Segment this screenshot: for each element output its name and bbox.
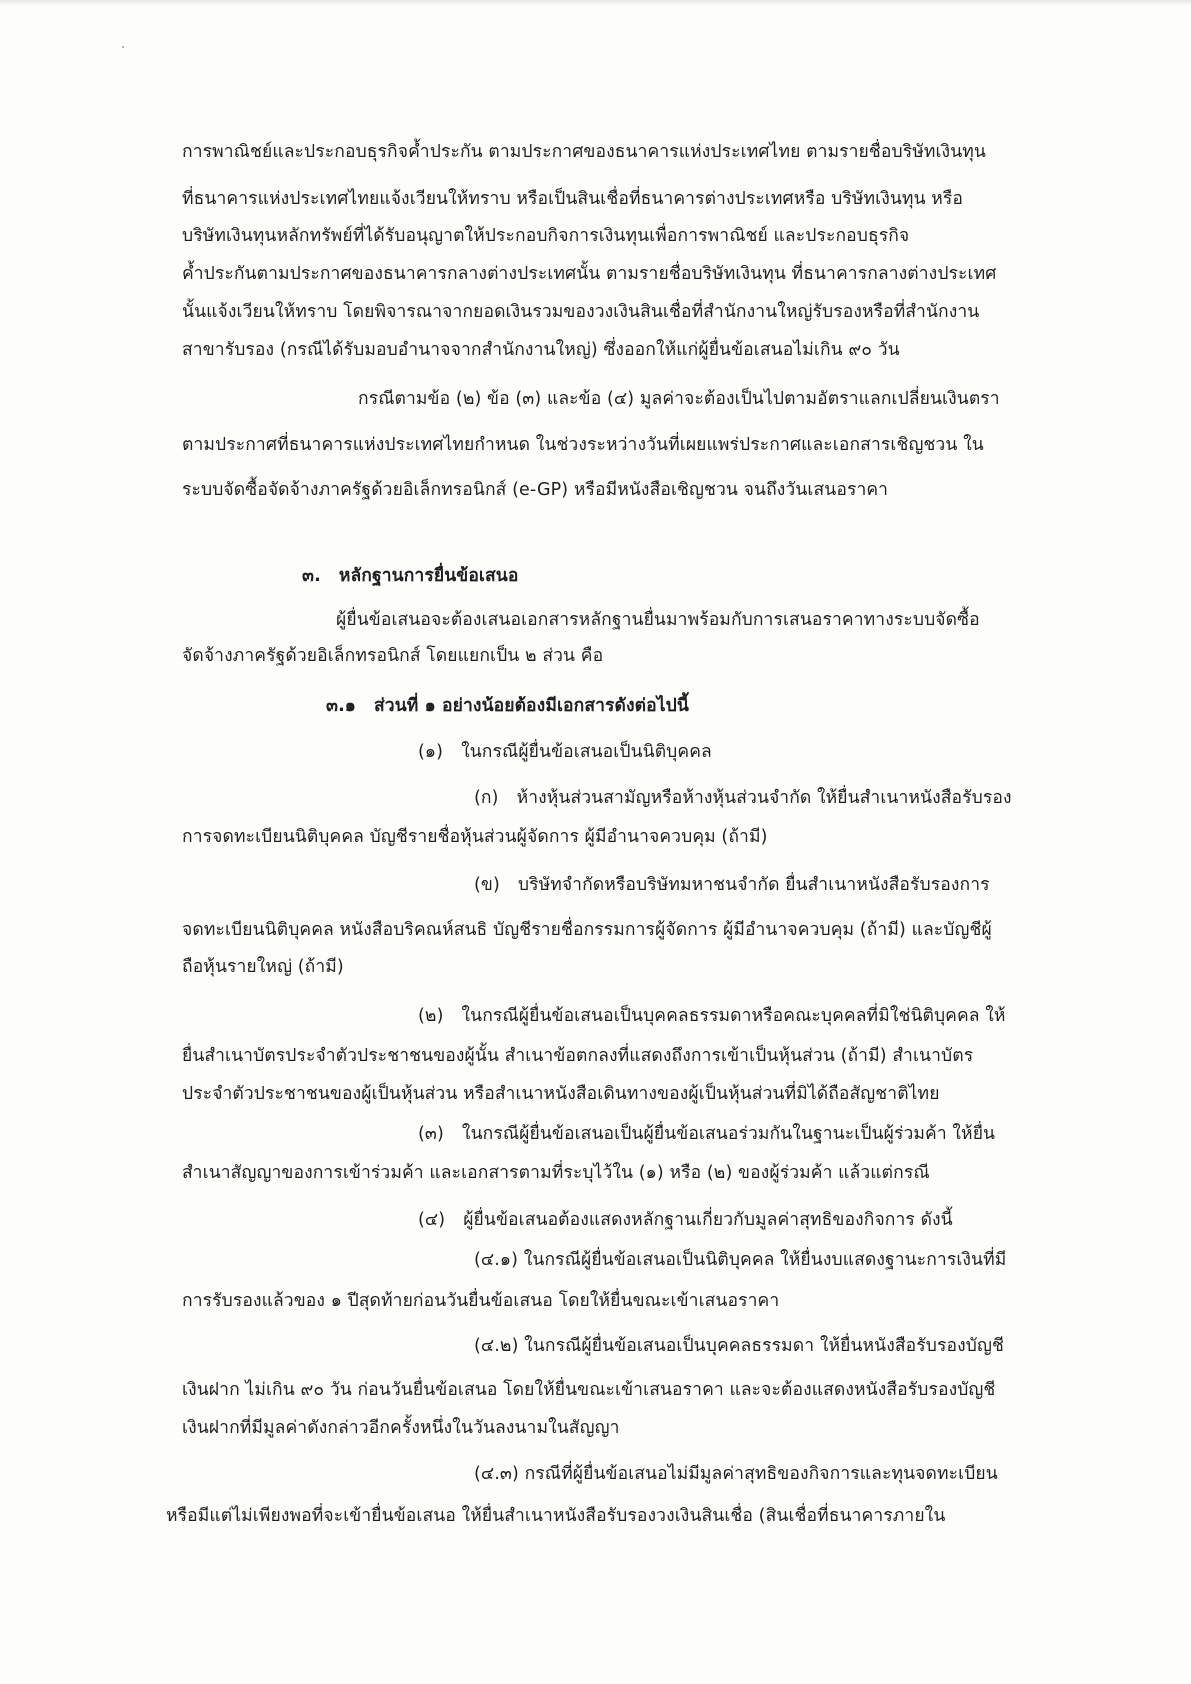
item1-line (418, 740, 712, 764)
item4-3-line: (๔.๓) กรณีที่ผู้ยื่นข้อเสนอไม่มีมูลค่าสุทธิของกิจการและทุนจดทะเบียน (474, 1464, 998, 1484)
item4-2-line: เงินฝาก ไม่เกิน ๙๐ วัน ก่อนวันยื่นข้อเสนอ โดยให้ยื่นขณะเข้าเสนอราคา และจะต้องแสดงหนังสือรับรองบัญชี (182, 1380, 996, 1400)
item4-3-line: หรือมีแต่ไม่เพียงพอที่จะเข้ายื่นข้อเสนอ ให้ยื่นสำเนาหนังสือรับรองวงเงินสินเชื่อ (สินเชื่อที่ธนาคารภายใน (166, 1506, 946, 1526)
item4-2-line: เงินฝากที่มีมูลค่าดังกล่าวอีกครั้งหนึ่งในวันลงนามในสัญญา (182, 1418, 620, 1438)
item2-marker: (๒) (418, 1006, 444, 1026)
paragraph2-line: ระบบจัดซื้อจัดจ้างภาครัฐด้วยอิเล็กทรอนิกส์ (e-GP) หรือมีหนังสือเชิญชวน จนถึงวันเสนอราคา (182, 480, 889, 500)
item1a-line (474, 786, 1012, 810)
item1a-marker: (ก) (474, 788, 499, 808)
item3-line (418, 1122, 995, 1146)
item4-1-line: การรับรองแล้วของ ๑ ปีสุดท้ายก่อนวันยื่นข้อเสนอ โดยให้ยื่นขณะเข้าเสนอราคา (182, 1291, 780, 1311)
paragraph1-line: การพาณิชย์และประกอบธุรกิจค้ำประกัน ตามประกาศของธนาคารแห่งประเทศไทย ตามรายชื่อบริษัทเงินทุน (182, 142, 986, 162)
paragraph1-line: สาขารับรอง (กรณีได้รับมอบอำนาจจากสำนักงานใหญ่) ซึ่งออกให้แก่ผู้ยื่นข้อเสนอไม่เกิน ๙๐ วัน (182, 340, 900, 360)
item4-2-line: (๔.๒) ในกรณีผู้ยื่นข้อเสนอเป็นบุคคลธรรมดา ให้ยื่นหนังสือรับรองบัญชี (474, 1336, 1004, 1356)
section3-intro-line: ผู้ยื่นข้อเสนอจะต้องเสนอเอกสารหลักฐานยื่นมาพร้อมกับการเสนอราคาทางระบบจัดซื้อ (336, 610, 980, 630)
item4-text: ผู้ยื่นข้อเสนอต้องแสดงหลักฐานเกี่ยวกับมูลค่าสุทธิของกิจการ ดังนี้ (463, 1210, 953, 1230)
item1-marker: (๑) (418, 742, 444, 762)
section3-intro-line: จัดจ้างภาครัฐด้วยอิเล็กทรอนิกส์ โดยแยกเป็น ๒ ส่วน คือ (182, 646, 604, 666)
item1b-text: บริษัทจำกัดหรือบริษัทมหาชนจำกัด ยื่นสำเนาหนังสือรับรองการ (517, 875, 990, 895)
item4-line (418, 1208, 953, 1232)
section3-title: หลักฐานการยื่นข้อเสนอ (338, 566, 519, 586)
section3-heading (302, 564, 518, 588)
paragraph2-line: กรณีตามข้อ (๒) ข้อ (๓) และข้อ (๔) มูลค่าจะต้องเป็นไปตามอัตราแลกเปลี่ยนเงินตรา (358, 389, 1000, 409)
item1a-text: ห้างหุ้นส่วนสามัญหรือห้างหุ้นส่วนจำกัด ให้ยื่นสำเนาหนังสือรับรอง (516, 788, 1012, 808)
item1b-marker: (ข) (474, 875, 500, 895)
section3-1-title: ส่วนที่ ๑ อย่างน้อยต้องมีเอกสารดังต่อไปนี้ (374, 696, 689, 716)
scan-speck (122, 46, 124, 48)
section3-1-heading (326, 694, 689, 718)
paragraph1-line: บริษัทเงินทุนหลักทรัพย์ที่ได้รับอนุญาตให้ประกอบกิจการเงินทุนเพื่อการพาณิชย์ และประกอบธุรกิจ (182, 226, 910, 246)
item3-line: สำเนาสัญญาของการเข้าร่วมค้า และเอกสารตามที่ระบุไว้ใน (๑) หรือ (๒) ของผู้ร่วมค้า แล้วแต่กรณี (182, 1163, 930, 1183)
paragraph2-line: ตามประกาศที่ธนาคารแห่งประเทศไทยกำหนด ในช่วงระหว่างวันที่เผยแพร่ประกาศและเอกสารเชิญชวน ใน (182, 435, 984, 455)
item1-text: ในกรณีผู้ยื่นข้อเสนอเป็นนิติบุคคล (461, 742, 712, 762)
item1b-line (474, 873, 990, 897)
item2-line: ยื่นสำเนาบัตรประจำตัวประชาชนของผู้นั้น สำเนาข้อตกลงที่แสดงถึงการเข้าเป็นหุ้นส่วน (ถ้ามี) สำเนาบัตร (182, 1046, 974, 1066)
paragraph1-line: ที่ธนาคารแห่งประเทศไทยแจ้งเวียนให้ทราบ หรือเป็นสินเชื่อที่ธนาคารต่างประเทศหรือ บริษัทเงินทุน หรือ (182, 189, 964, 209)
item4-marker: (๔) (418, 1210, 446, 1230)
item1a-line: การจดทะเบียนนิติบุคคล บัญชีรายชื่อหุ้นส่วนผู้จัดการ ผู้มีอำนาจควบคุม (ถ้ามี) (182, 827, 768, 847)
item1b-line: ถือหุ้นรายใหญ่ (ถ้ามี) (182, 957, 344, 977)
item2-line (418, 1004, 1006, 1028)
item4-1-line: (๔.๑) ในกรณีผู้ยื่นข้อเสนอเป็นนิติบุคคล ให้ยื่นงบแสดงฐานะการเงินที่มี (474, 1250, 1007, 1270)
section3-1-number: ๓.๑ (326, 696, 357, 716)
paragraph1-line: นั้นแจ้งเวียนให้ทราบ โดยพิจารณาจากยอดเงินรวมของวงเงินสินเชื่อที่สำนักงานใหญ่รับรองหรือที่สำนักงาน (182, 302, 980, 322)
item3-marker: (๓) (418, 1124, 444, 1144)
scan-edge-top (0, 0, 1191, 6)
paragraph1-line: ค้ำประกันตามประกาศของธนาคารกลางต่างประเทศนั้น ตามรายชื่อบริษัทเงินทุน ที่ธนาคารกลางต่างประเทศ (182, 264, 997, 284)
item2-text: ในกรณีผู้ยื่นข้อเสนอเป็นบุคคลธรรมดาหรือคณะบุคคลที่มิใช่นิติบุคคล ให้ (461, 1006, 1006, 1026)
section3-number: ๓. (302, 566, 321, 586)
item1b-line: จดทะเบียนนิติบุคคล หนังสือบริคณห์สนธิ บัญชีรายชื่อกรรมการผู้จัดการ ผู้มีอำนาจควบคุม (ถ้ามี) และบัญชีผู้ (182, 920, 992, 940)
item3-text: ในกรณีผู้ยื่นข้อเสนอเป็นผู้ยื่นข้อเสนอร่วมกันในฐานะเป็นผู้ร่วมค้า ให้ยื่น (461, 1124, 996, 1144)
item2-line: ประจำตัวประชาชนของผู้เป็นหุ้นส่วน หรือสำเนาหนังสือเดินทางของผู้เป็นหุ้นส่วนที่มิได้ถือสัญชาติไทย (182, 1084, 940, 1104)
